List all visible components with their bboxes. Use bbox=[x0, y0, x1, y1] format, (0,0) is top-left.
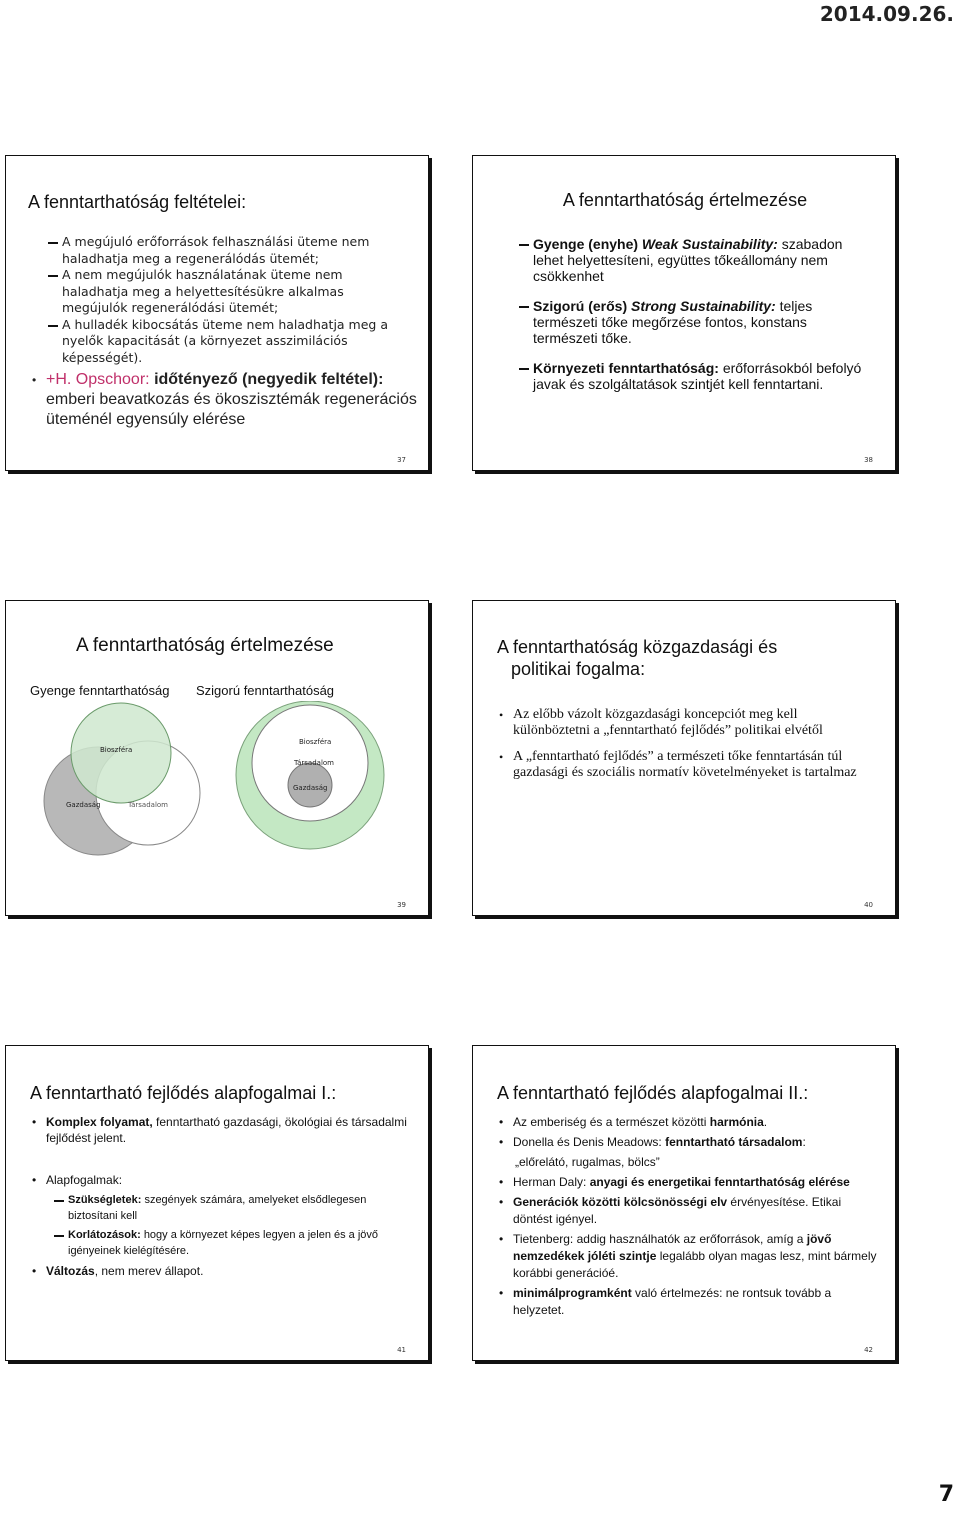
item-text: Tietenberg: addig használhatók az erőforrások, amíg a bbox=[513, 1232, 804, 1246]
slide-number: 41 bbox=[397, 1346, 406, 1354]
concept-list bbox=[499, 1114, 883, 1319]
item-text: : bbox=[802, 1135, 806, 1149]
slide-title: A fenntartható fejlődés alapfogalmai II.: bbox=[497, 1083, 809, 1103]
sub-list bbox=[32, 1192, 412, 1259]
item-bold: minimálprogramként bbox=[513, 1286, 632, 1300]
list-item: • A „fenntartható fejlődés” a természeti tőke fenntartásán túl gazdasági és szociális normatív követelményeket is tartalmaz bbox=[499, 749, 871, 781]
item-text: szabadon lehet helyettesíteni, együttes tőkeállomány nem csökkenhet bbox=[533, 236, 843, 284]
item-text: Herman Daly: bbox=[513, 1175, 587, 1189]
list-item: A hulladék kibocsátás üteme nem haladhatja meg a nyelők kapacitását (a környezet asszimilációs képességét). bbox=[48, 317, 400, 367]
slide-37 bbox=[5, 155, 429, 471]
title-line: politikai fogalma: bbox=[511, 658, 646, 679]
item-bold: Generációk közötti kölcsönösségi elv bbox=[513, 1195, 728, 1209]
list-item bbox=[499, 1231, 883, 1282]
item-bold: fenntartható társadalom bbox=[665, 1135, 803, 1149]
item-bold: Változás bbox=[46, 1264, 95, 1278]
slide-41 bbox=[5, 1045, 429, 1361]
definition-list bbox=[519, 236, 869, 392]
item-text: való értelmezés: ne rontsuk tovább a helyzetet. bbox=[513, 1286, 832, 1317]
slide-number: 38 bbox=[864, 456, 873, 464]
item-text: erőforrásokból befolyó javak és szolgáltatások szintjét kell fenntartani. bbox=[533, 360, 862, 392]
item-italic: Strong Sustainability: bbox=[631, 298, 776, 314]
page-date: 2014.09.26. bbox=[819, 2, 954, 26]
concept-list bbox=[32, 1114, 412, 1279]
weak-biosphere-label: Bioszféra bbox=[100, 746, 133, 754]
sub-item bbox=[54, 1192, 412, 1224]
item-bold: Korlátozások: bbox=[68, 1229, 141, 1241]
item-italic: Weak Sustainability: bbox=[641, 236, 778, 252]
weak-society-label: Társadalom bbox=[128, 801, 169, 809]
item-text: . bbox=[763, 1115, 768, 1129]
item-bold: jövő nemzedékek jóléti szintje bbox=[513, 1232, 832, 1263]
item-bold: Környezeti fenntarthatóság: bbox=[533, 360, 719, 376]
page-number: 7 bbox=[938, 1482, 954, 1507]
weak-label: Gyenge fenntarthatóság bbox=[30, 683, 170, 698]
slide-number: 37 bbox=[397, 456, 406, 464]
slide-number: 40 bbox=[864, 901, 873, 909]
list-item bbox=[519, 298, 869, 346]
list-item bbox=[499, 1114, 883, 1131]
slide-title bbox=[497, 637, 857, 680]
item-text: fenntartható gazdasági, ökológiai és társadalmi fejlődést jelent. bbox=[46, 1115, 407, 1145]
strong-society-label: Társadalom bbox=[294, 759, 335, 767]
slide-title: A fenntarthatóság értelmezése bbox=[76, 635, 334, 656]
slide-number: 42 bbox=[864, 1346, 873, 1354]
slide-number: 39 bbox=[397, 901, 406, 909]
list-item bbox=[519, 360, 869, 392]
list-item bbox=[519, 236, 869, 284]
bullet-rest: emberi beavatkozás és ökoszisztémák regenerációs üteménél egyensúly elérése bbox=[46, 391, 417, 428]
item-text: hogy a környezet képes legyen a jelen és a jövő igényeinek kielégítésére. bbox=[68, 1229, 379, 1257]
item-bold: anyagi és energetikai fenntarthatóság elérése bbox=[589, 1175, 850, 1189]
sub-item bbox=[54, 1227, 412, 1259]
weak-economy-label: Gazdaság bbox=[66, 801, 101, 809]
item-bold: harmónia bbox=[709, 1115, 764, 1129]
slide-title: A fenntartható fejlődés alapfogalmai I.: bbox=[30, 1083, 337, 1103]
item-text: teljes természeti tőke megőrzése fontos, konstans természeti tőke. bbox=[533, 298, 813, 346]
strong-label: Szigorú fenntarthatóság bbox=[196, 683, 335, 698]
condition-list bbox=[48, 234, 400, 366]
item-text: szegények számára, amelyeket elsődlegesen biztosítani kell bbox=[68, 1194, 367, 1222]
quote-line: „előrelátó, rugalmas, bölcs” bbox=[515, 1155, 660, 1169]
slide-42 bbox=[472, 1045, 896, 1361]
item-text: Alapfogalmak: bbox=[46, 1173, 123, 1187]
item-text: érvényesítése. Etikai döntést igényel. bbox=[513, 1195, 842, 1226]
opschoor-bullet bbox=[32, 370, 426, 430]
slide-title: A fenntarthatóság értelmezése bbox=[562, 190, 808, 210]
list-item bbox=[32, 1172, 412, 1188]
list-item: A megújuló erőforrások felhasználási üteme nem haladhatja meg a regenerálódás ütemét; bbox=[48, 234, 400, 267]
item-text: Az emberiség és a természet közötti bbox=[513, 1115, 707, 1129]
item-text: Donella és Denis Meadows: bbox=[513, 1135, 662, 1149]
slide-40 bbox=[472, 600, 896, 916]
item-text: legalább olyan magas lesz, mint bármely korábbi generációé. bbox=[513, 1249, 877, 1280]
item-bold: Szigorú (erős) bbox=[533, 298, 628, 314]
concept-list bbox=[499, 707, 871, 781]
slide-38 bbox=[472, 155, 896, 471]
list-item bbox=[499, 1285, 883, 1319]
strong-biosphere-label: Bioszféra bbox=[299, 738, 332, 746]
list-item bbox=[32, 1114, 412, 1146]
bullet-bold: időtényező (negyedik feltétel): bbox=[154, 371, 384, 388]
list-item: A nem megújulók használatának üteme nem haladhatja meg a helyettesítésükre alkalmas megújulók regenerálódási ütemét; bbox=[48, 267, 400, 317]
bullet-prefix: +H. Opschoor: bbox=[46, 371, 150, 388]
slide-title: A fenntarthatóság feltételei: bbox=[28, 192, 247, 212]
item-bold: Komplex folyamat, bbox=[46, 1115, 153, 1129]
list-item: • Az előbb vázolt közgazdasági koncepciót meg kell különböztetni a „fenntartható fejlődés” politikai elvétől bbox=[499, 707, 871, 739]
list-item bbox=[32, 1263, 412, 1279]
strong-economy-label: Gazdaság bbox=[293, 784, 328, 792]
list-item bbox=[499, 1134, 883, 1151]
item-bold: Gyenge (enyhe) bbox=[533, 236, 639, 252]
title-line: A fenntarthatóság közgazdasági és bbox=[497, 637, 778, 657]
list-item bbox=[499, 1194, 883, 1228]
slide-39 bbox=[5, 600, 429, 916]
item-bold: Szükségletek: bbox=[68, 1194, 142, 1206]
item-text: , nem merev állapot. bbox=[94, 1264, 204, 1278]
list-item bbox=[499, 1174, 883, 1191]
